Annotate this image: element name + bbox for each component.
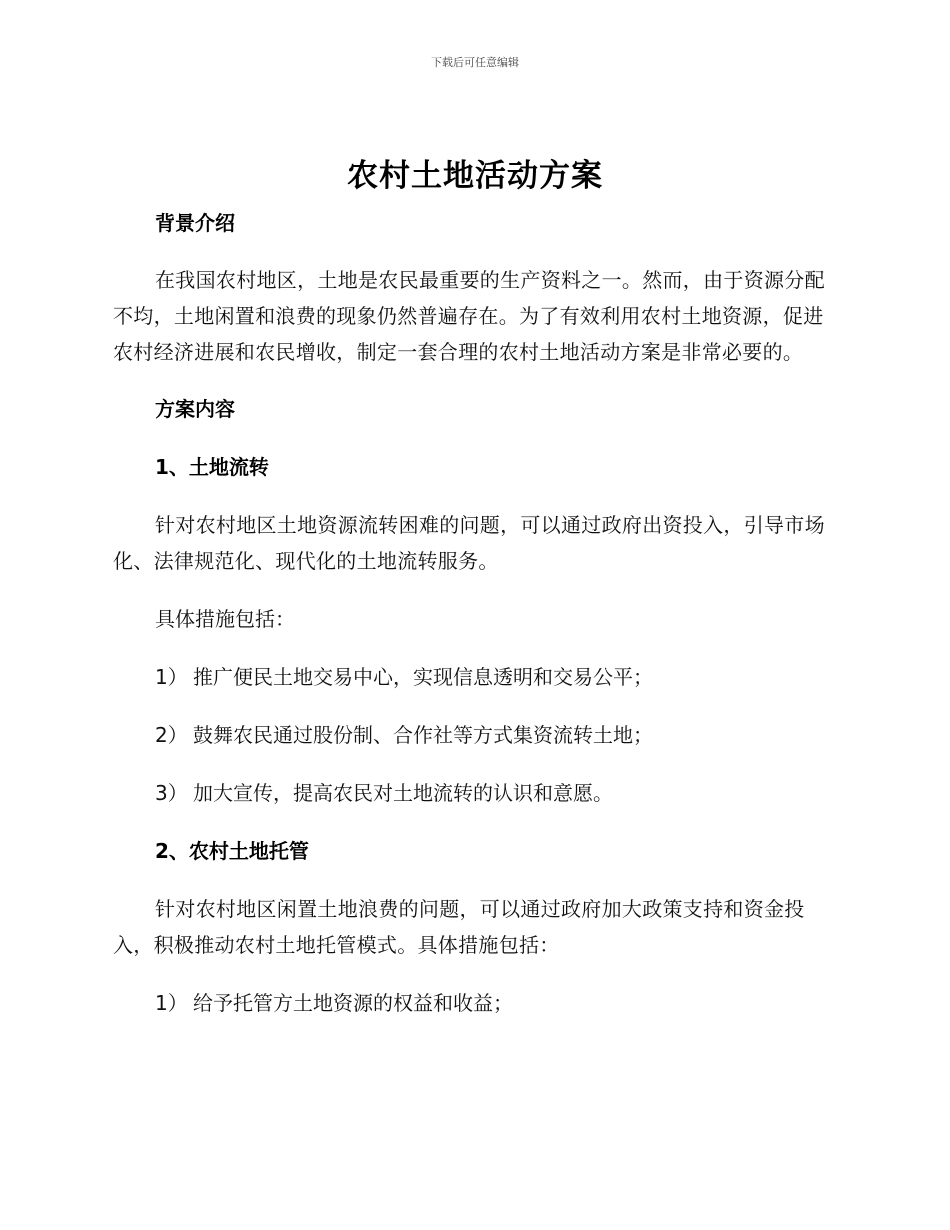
header-note: 下载后可任意编辑 (431, 56, 519, 69)
list-item-number: 1） (155, 665, 188, 689)
section-heading-plan: 方案内容 (155, 397, 235, 421)
subsection-heading-land-transfer: 1、土地流转 (155, 455, 269, 479)
measures-label: 具体措施包括： (155, 607, 295, 631)
list-item-number: 3） (155, 781, 188, 805)
list-item-number: 1） (155, 991, 188, 1015)
list-item (113, 985, 829, 1021)
background-paragraph: 在我国农村地区，土地是农民最重要的生产资料之一。然而，由于资源分配不均，土地闲置和浪费的现象仍然普遍存在。为了有效利用农村土地资源，促进农村经济进展和农民增收，制定一套合理的农村土地活动方案是非常必要的。 (113, 268, 825, 364)
list-item-text: 给予托管方土地资源的权益和收益； (193, 991, 513, 1015)
list-item (113, 717, 829, 753)
subsection-heading-land-trusteeship: 2、农村土地托管 (155, 839, 309, 863)
list-item-text: 加大宣传，提高农民对土地流转的认识和意愿。 (193, 781, 613, 805)
list-item (113, 775, 829, 811)
list-item-number: 2） (155, 723, 188, 747)
document-title: 农村土地活动方案 (347, 158, 603, 194)
land-trusteeship-paragraph: 针对农村地区闲置土地浪费的问题，可以通过政府加大政策支持和资金投入，积极推动农村土地托管模式。具体措施包括： (113, 897, 805, 957)
section-heading-background: 背景介绍 (155, 211, 235, 235)
list-item-text: 推广便民土地交易中心，实现信息透明和交易公平； (193, 665, 653, 689)
document-body (113, 205, 829, 1021)
list-item-text: 鼓舞农民通过股份制、合作社等方式集资流转土地； (193, 723, 653, 747)
land-transfer-paragraph: 针对农村地区土地资源流转困难的问题，可以通过政府出资投入，引导市场化、法律规范化、现代化的土地流转服务。 (113, 513, 825, 573)
list-item (113, 659, 829, 695)
